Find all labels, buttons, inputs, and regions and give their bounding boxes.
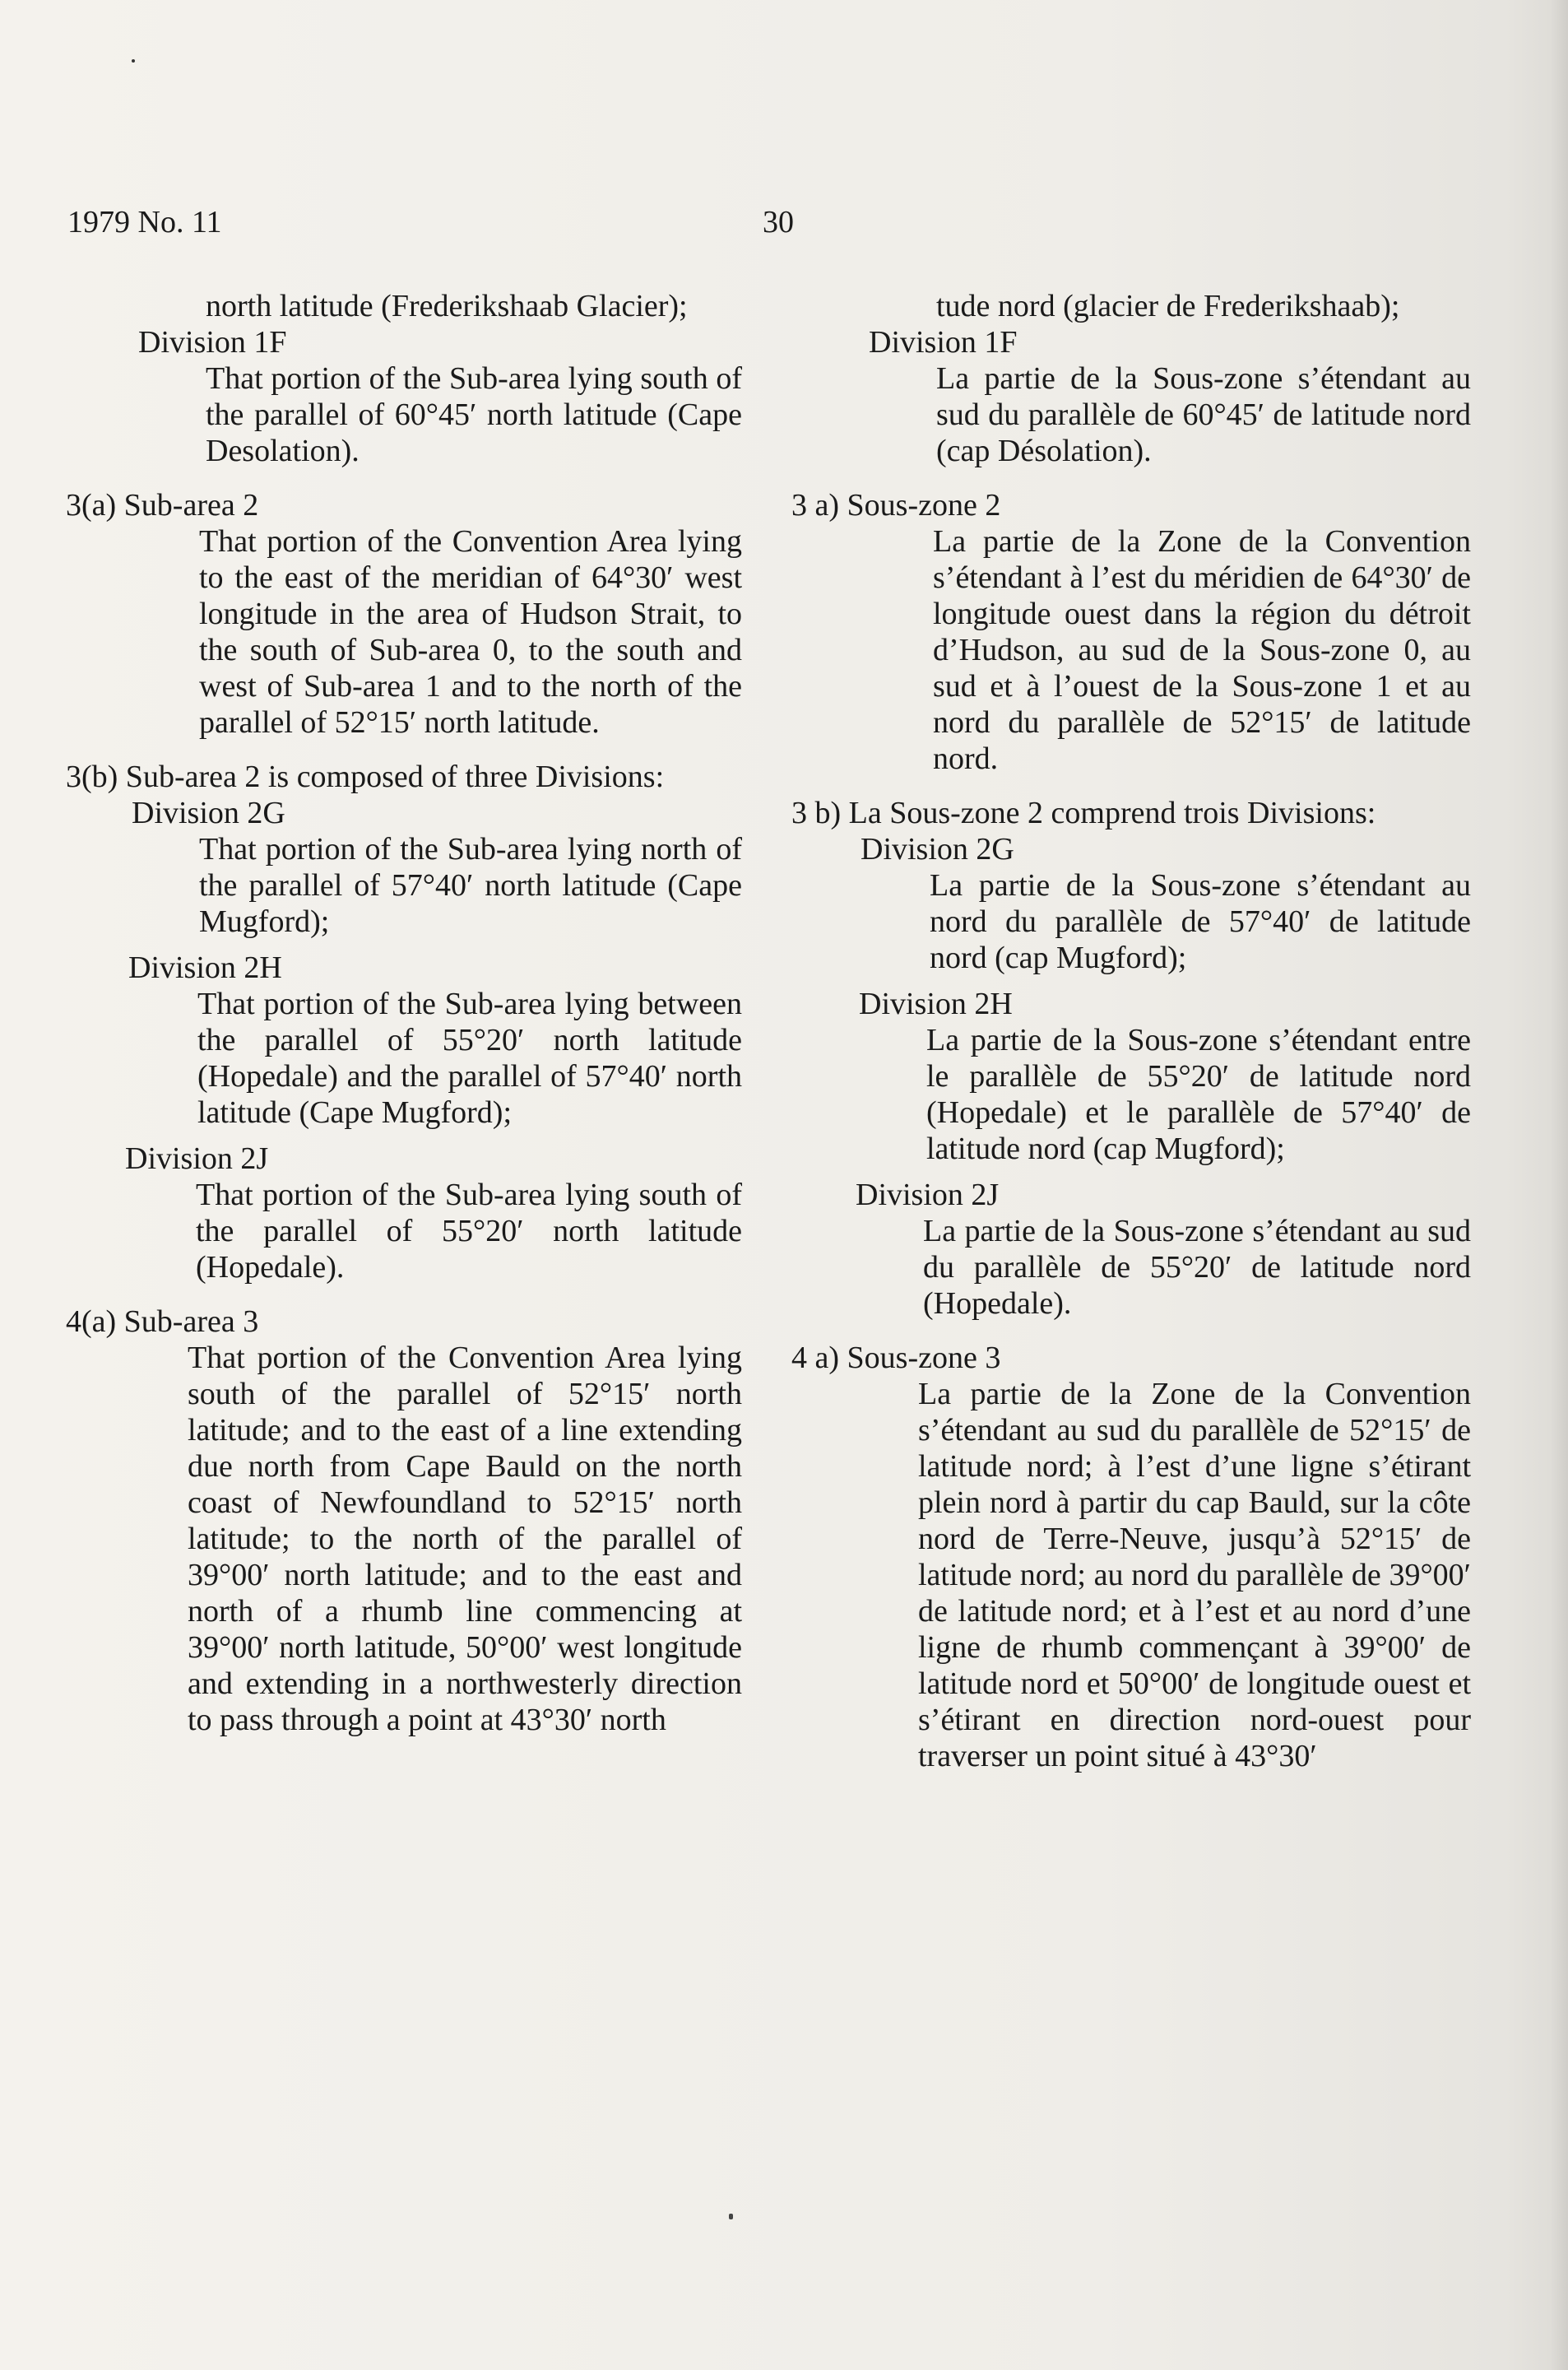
en-division-2j-heading: Division 2J (125, 1141, 269, 1176)
fr-division-2g-heading: Division 2G (861, 832, 1014, 867)
page-edge-shadow (1550, 0, 1568, 2370)
en-section-3a-heading: 3(a) Sub-area 2 (66, 488, 259, 523)
fr-section-3a-heading: 3 a) Sous-zone 2 (791, 488, 1001, 523)
en-division-2g-heading: Division 2G (132, 796, 285, 830)
fr-section-3b-text: 3 b) La Sous-zone 2 comprend trois Divisions: (791, 796, 1376, 830)
en-section-3b-text: 3(b) Sub-area 2 is composed of three Divisions: (66, 760, 665, 794)
en-division-2g-text: That portion of the Sub-area lying north of the parallel of 57°40′ north latitude (Cape Mugford); (199, 832, 742, 939)
en-section-4a-text: That portion of the Convention Area lying south of the parallel of 52°15′ north latitude; and to the east of a line extending due north from Cape Bauld on the north coast of Newfoundland to 52°15′ north latitude; to the north of the parallel of 39°00′ north latitude; and to the east and north of a rhumb line commencing at 39°00′ north latitude, 50°00′ west longitude and extending in a northwesterly direction to pass through a point at 43°30′ north (188, 1341, 742, 1737)
fr-division-2h-text: La partie de la Sous-zone s’étendant entre le parallèle de 55°20′ de latitude nord (Hopedale) et le parallèle de 57°40′ de latitude nord (cap Mugford); (926, 1023, 1471, 1166)
fr-division-2g-text: La partie de la Sous-zone s’étendant au nord du parallèle de 57°40′ de latitude nord (cap Mugford); (930, 868, 1471, 975)
fr-division-1f-heading: Division 1F (869, 325, 1018, 360)
fr-division-2j-text: La partie de la Sous-zone s’étendant au sud du parallèle de 55°20′ de latitude nord (Hopedale). (923, 1214, 1471, 1321)
en-section-4a-heading: 4(a) Sub-area 3 (66, 1304, 259, 1339)
en-section-3a-text: That portion of the Convention Area lying to the east of the meridian of 64°30′ west longitude in the area of Hudson Strait, to the south of Sub-area 0, to the south and west of Sub-area 1 and to the north of the parallel of 52°15′ north latitude. (199, 524, 742, 740)
en-division-1f-text: That portion of the Sub-area lying south of the parallel of 60°45′ north latitude (Cape Desolation). (206, 361, 742, 468)
fr-division-2j-heading: Division 2J (856, 1178, 1000, 1212)
fr-continuation-text: tude nord (glacier de Frederikshaab); (936, 289, 1400, 323)
page-number: 30 (763, 205, 794, 239)
print-speck (132, 59, 135, 63)
en-division-2j-text: That portion of the Sub-area lying south of the parallel of 55°20′ north latitude (Hopedale). (196, 1178, 742, 1285)
fr-section-3a-text: La partie de la Zone de la Convention s’étendant à l’est du méridien de 64°30′ de longitude ouest dans la région du détroit d’Hudson, au sud de la Sous-zone 0, au sud et à l’ouest de la Sous-zone 1 et au nord du parallèle de 52°15′ de latitude nord. (933, 524, 1471, 776)
fr-division-1f-text: La partie de la Sous-zone s’étendant au sud du parallèle de 60°45′ de latitude nord (cap Désolation). (936, 361, 1471, 468)
french-column (791, 288, 1471, 1774)
print-mark (729, 2214, 733, 2219)
en-division-2h-heading: Division 2H (128, 950, 282, 985)
fr-section-4a-text: La partie de la Zone de la Convention s’étendant au sud du parallèle de 52°15′ de latitude nord; à l’est d’une ligne s’étirant plein nord à partir du cap Bauld, sur la côte nord de Terre-Neuve, jusqu’à 52°15′ de latitude nord; au nord du parallèle de 39°00′ de latitude nord; et à l’est et au nord d’une ligne de rhumb commençant à 39°00′ de latitude nord et 50°00′ de longitude ouest et s’étirant en direction nord-ouest pour traverser un point situé à 43°30′ (918, 1377, 1471, 1773)
en-division-1f-heading: Division 1F (138, 325, 287, 360)
en-continuation-text: north latitude (Frederikshaab Glacier); (206, 289, 688, 323)
page-header-year-number: 1979 No. 11 (67, 205, 222, 239)
en-division-2h-text: That portion of the Sub-area lying between the parallel of 55°20′ north latitude (Hopedale) and the parallel of 57°40′ north latitude (Cape Mugford); (197, 987, 742, 1130)
fr-division-2h-heading: Division 2H (859, 987, 1013, 1021)
fr-section-4a-heading: 4 a) Sous-zone 3 (791, 1341, 1001, 1375)
english-column (66, 288, 742, 1738)
